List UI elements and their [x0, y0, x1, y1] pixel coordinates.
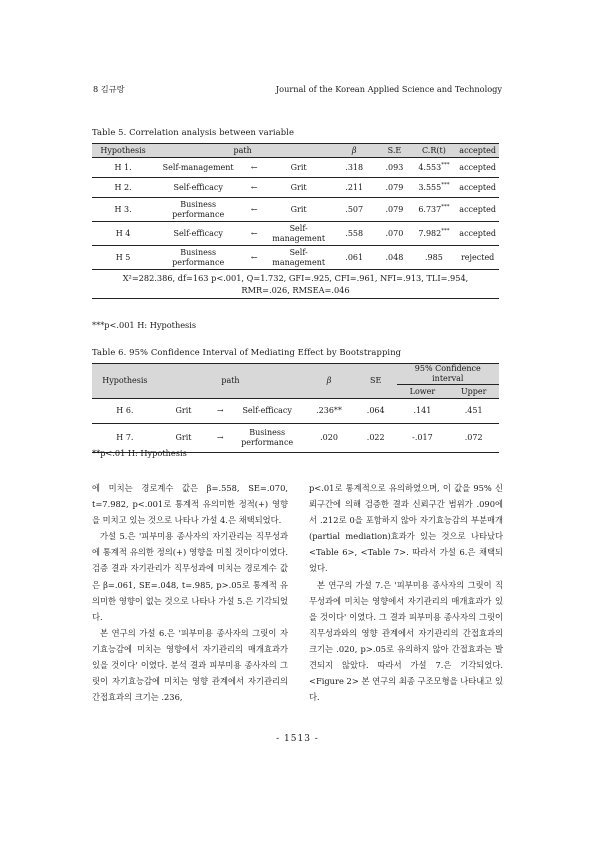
table-row [92, 198, 499, 222]
cell-se: .064 [366, 406, 385, 415]
sig-marker: *** [441, 161, 450, 168]
cell-to: Grit [290, 182, 307, 192]
cell-to: Business performance [241, 428, 294, 447]
table5 [92, 143, 499, 299]
cell-se: .022 [366, 433, 385, 442]
paragraph: 에 미치는 경로계수 값은 β=.558, SE=.070, t=7.982, p<.001로 통계적 유의미한 정적(+) 영향을 미치고 있는 것으로 나타나 가설 4.은 채택되었다. [92, 483, 288, 526]
cell-hyp: H 3. [114, 204, 132, 214]
cell-from: Self-management [162, 162, 234, 172]
t5-header-se: S.E [387, 145, 402, 155]
arrow-right-icon: → [216, 433, 224, 442]
paragraph: 본 연구의 가설 6.은 '피부미용 종사자의 그릿이 자기효능감에 미치는 영향에서 자기관리의 매개효과가 있을 것이다' 이였다. 분석 결과 피부미용 종사자의 그릿이 자기효능감에 미치는 영향 관계에서 자기관리의 간접효과의 크기는 .236, [92, 627, 288, 703]
table5-caption: Table 5. Correlation analysis between variable [92, 127, 295, 137]
cell-se: .093 [385, 162, 404, 172]
cell-to: Self-management [272, 247, 326, 267]
cell-from: Self-efficacy [173, 228, 223, 238]
cell-hyp: H 5 [115, 252, 131, 262]
running-header-journal: Journal of the Korean Applied Science and Technology [275, 84, 502, 94]
body-column-left [92, 480, 288, 705]
cell-cr [412, 198, 457, 222]
cell-to: Grit [290, 204, 307, 214]
cell-beta: .236** [316, 406, 342, 415]
cell-beta: .558 [345, 228, 364, 238]
paragraph: 본 연구의 가설 7.은 '피부미용 종사자의 그릿이 직무성과에 미치는 영향에서 자기관리의 매개효과가 있을 것이다' 이였다. 그 결과 피부미용 종사자의 그릿이 직무성과와의 영향 관계에서 자기관리의 간접효과의 크기는 .020, p>.05로 유의하지 않아 간접효과는 발견되지 않았다. 따라서 가설 7.은 기각되었다. <Figure 2> 본 연구의 최종 구조모형을 나타내고 있다. [309, 579, 503, 703]
t6-header-se: SE [355, 364, 397, 399]
cell-lower: .141 [413, 406, 432, 415]
cell-cr [412, 222, 457, 246]
cell-se: .048 [385, 252, 404, 262]
body-column-right [309, 480, 503, 705]
paragraph: p<.01로 통계적으로 유의하였으며, 이 값을 95% 신뢰구간에 의해 검증한 결과 신뢰구간 범위가 .090에서 .212로 0을 포함하지 않아 자기효능감의 부분매개(partial mediation)효과가 있는 것으로 나타났다<Table 6>, <Table 7>. 따라서 가설 6.은 채택되었다. [309, 483, 503, 574]
paragraph: 가설 5.은 '피부미용 종사자의 자기관리는 직무성과에 통계적 유의한 정의(+) 영향을 미칠 것이다'이였다. 검증 결과 자기관리가 직무성과에 미치는 경로계수 값은 β=.061, SE=.048, t=.985, p>.05로 통계적 유의미한 영향이 없는 것으로 나타나 가설 5.은 기각되었다. [92, 531, 288, 622]
cell-cr [412, 246, 457, 270]
t5-header-hypothesis: Hypothesis [100, 145, 146, 155]
t6-header-path: path [158, 364, 303, 399]
cell-hyp: H 2. [114, 182, 132, 192]
cell-beta: .061 [345, 252, 364, 262]
running-header-author: 8 김규랑 [93, 84, 125, 94]
arrow-left-icon: ← [250, 228, 258, 238]
t6-header-ci: 95% Confidence interval [397, 364, 499, 385]
cell-se: .070 [385, 228, 404, 238]
cr-value: 7.982 [418, 228, 442, 238]
cell-from: Self-efficacy [173, 182, 223, 192]
cell-beta: .318 [345, 162, 364, 172]
cell-hyp: H 4 [115, 228, 131, 238]
cell-hyp: H 6. [116, 406, 134, 415]
arrow-left-icon: ← [250, 162, 258, 172]
arrow-left-icon: ← [250, 182, 258, 192]
cell-from: Grit [175, 433, 192, 442]
t5-header-path: path [233, 145, 252, 155]
cell-result: accepted [459, 228, 496, 238]
cell-se: .079 [385, 182, 404, 192]
fit-indices [92, 270, 499, 299]
cell-beta: .211 [345, 182, 364, 192]
cr-value: 6.737 [418, 204, 442, 214]
fit-line-1: X²=282.386, df=163 p<.001, Q=1.732, GFI=.925, CFI=.961, NFI=.913, TLI=.954, [122, 273, 469, 283]
cell-result: accepted [459, 162, 496, 172]
cell-result: accepted [459, 204, 496, 214]
cell-upper: .451 [464, 406, 483, 415]
sig-marker: *** [441, 203, 450, 210]
cell-from: Grit [175, 406, 192, 415]
t5-header-beta: β [351, 145, 357, 155]
fit-line-2: RMR=.026, RMSEA=.046 [241, 285, 350, 295]
table-row [92, 246, 499, 270]
cr-value: 4.553 [418, 162, 442, 172]
t6-header-upper: Upper [460, 386, 487, 396]
cell-beta: .507 [345, 204, 364, 214]
table5-note: ***p<.001 H: Hypothesis [92, 320, 197, 330]
arrow-right-icon: → [216, 406, 224, 415]
t5-header-cr: C.R(t) [421, 145, 446, 155]
arrow-left-icon: ← [250, 252, 258, 262]
t6-header-hypothesis: Hypothesis [92, 364, 158, 399]
page-number: - 1513 - [276, 734, 319, 744]
cell-hyp: H 1. [114, 162, 132, 172]
table6-note: **p<.01 H: Hypothesis [92, 448, 187, 458]
cell-hyp: H 7. [116, 433, 134, 442]
cell-se: .079 [385, 204, 404, 214]
cell-cr [412, 158, 457, 178]
table-row [92, 158, 499, 178]
t6-header-beta: β [303, 364, 355, 399]
cell-to: Grit [290, 162, 307, 172]
cell-cr [412, 178, 457, 198]
table-row [92, 222, 499, 246]
cr-value: 3.555 [418, 182, 442, 192]
table-row [92, 178, 499, 198]
arrow-left-icon: ← [250, 204, 258, 214]
cell-from: Business performance [172, 247, 225, 267]
t6-header-lower: Lower [409, 386, 436, 396]
cell-result: rejected [460, 252, 495, 262]
cell-lower: -.017 [412, 433, 433, 442]
table6 [92, 363, 499, 453]
sig-marker: *** [441, 181, 450, 188]
cell-result: accepted [459, 182, 496, 192]
cell-from: Business performance [172, 199, 225, 219]
cell-to: Self-management [272, 223, 326, 243]
cr-value: .985 [425, 252, 443, 262]
sig-marker: *** [441, 227, 450, 234]
table-row [92, 399, 499, 424]
cell-beta: .020 [320, 433, 338, 442]
table6-caption: Table 6. 95% Confidence Interval of Mediating Effect by Bootstrapping [92, 347, 402, 357]
cell-to: Self-efficacy [242, 406, 292, 415]
cell-upper: .072 [464, 433, 483, 442]
t5-header-accepted: accepted [459, 145, 496, 155]
